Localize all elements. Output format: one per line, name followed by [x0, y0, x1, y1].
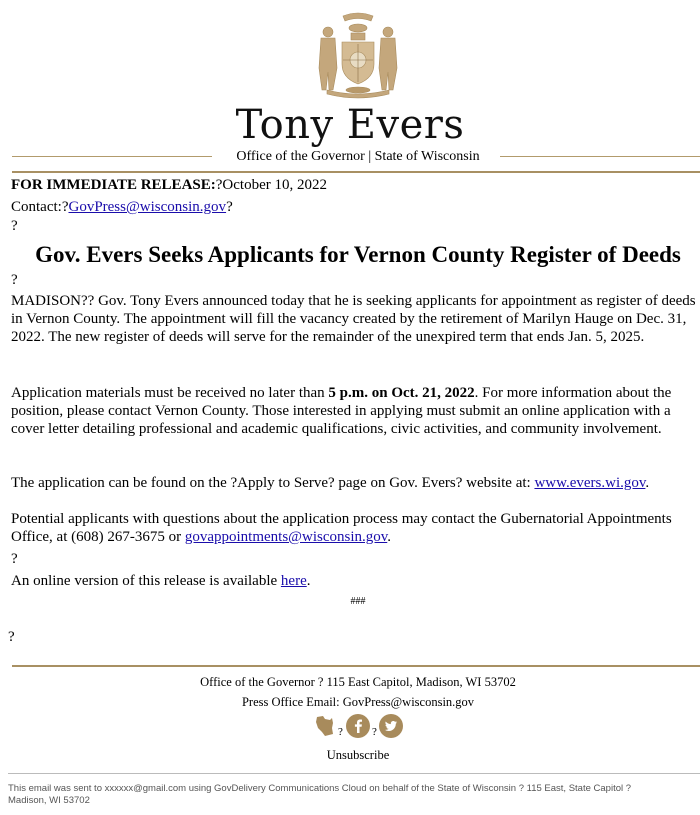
- paragraph-contact-appointments: [11, 510, 700, 546]
- tagline-separator: |: [368, 149, 372, 164]
- unsubscribe-link[interactable]: Unsubscribe: [326, 748, 390, 762]
- footer-address: Office of the Governor ? 115 East Capitol, Madison, WI 53702: [200, 675, 516, 689]
- office-name: Office of the Governor: [236, 149, 365, 164]
- icon-separator: ?: [372, 726, 377, 738]
- contact-label: Contact:?: [11, 199, 69, 215]
- contact-line: [11, 197, 233, 217]
- wisconsin-seal-logo: [313, 8, 403, 100]
- appointments-text: Potential applicants with questions about the application process may contact the Gubernatorial Appointments Office, at (608) 267-3675 or: [11, 511, 672, 545]
- icon-separator: ?: [338, 726, 343, 738]
- disclaimer-divider: [8, 773, 700, 774]
- spacer-mark: ?: [11, 551, 18, 567]
- press-release-headline: Gov. Evers Seeks Applicants for Vernon County Register of Deeds: [35, 242, 681, 267]
- office-tagline: [0, 148, 700, 166]
- deadline-date: 5 p.m. on Oct. 21, 2022: [328, 385, 475, 401]
- online-version-text: An online version of this release is available: [11, 573, 281, 589]
- wisconsin-map-icon[interactable]: [314, 714, 336, 738]
- paragraph-deadline: [11, 384, 700, 438]
- facebook-icon[interactable]: [346, 714, 370, 738]
- social-icons: [314, 712, 404, 740]
- apply-text: The application can be found on the ?Apply to Serve? page on Gov. Evers? website at:: [11, 475, 535, 491]
- appointments-email-link[interactable]: govappointments@wisconsin.gov: [184, 529, 388, 545]
- deadline-text-after: . For more information about the position, please contact Vernon County. Those interested in applying must submit an online application with a cover letter detailing professional and academic qualifications, civic activities, and community involvement.: [11, 385, 672, 437]
- deadline-text-before: Application materials must be received no later than: [11, 385, 329, 401]
- spacer-mark: ?: [8, 629, 15, 645]
- apply-text-end: .: [645, 475, 650, 491]
- online-version-link[interactable]: here: [280, 573, 307, 589]
- brand-name: Tony Evers: [235, 102, 465, 148]
- footer-divider: [12, 665, 700, 667]
- paragraph-application-link: [11, 474, 700, 492]
- contact-email-link[interactable]: GovPress@wisconsin.gov: [68, 199, 227, 215]
- spacer-mark: ?: [11, 272, 18, 288]
- appointments-text-end: .: [387, 529, 392, 545]
- evers-website-link[interactable]: www.evers.wi.gov: [534, 475, 646, 491]
- online-version-end: .: [306, 573, 311, 589]
- release-line: [11, 175, 327, 195]
- twitter-icon[interactable]: [379, 714, 403, 738]
- release-date: ?October 10, 2022: [215, 177, 327, 193]
- header-divider: [12, 171, 700, 173]
- footer-press-email: Press Office Email: GovPress@wisconsin.gov: [241, 695, 475, 709]
- release-label: FOR IMMEDIATE RELEASE:: [11, 177, 216, 193]
- paragraph-online-version: [11, 572, 700, 590]
- spacer-mark: ?: [11, 218, 18, 234]
- delivery-disclaimer: This email was sent to xxxxxx@gmail.com using GovDelivery Communications Cloud on behalf of the State of Wisconsin ? 115 East, State Capitol ? Madison, WI 53702: [8, 783, 632, 806]
- paragraph-announcement: MADISON?? Gov. Tony Evers announced today that he is seeking applicants for appointment as register of deeds in Vernon County. The appointment will fill the vacancy created by the retirement of Marilyn Hauge on Dec. 31, 2022. The new register of deeds will serve for the remainder of the unexpired term that ends Jan. 5, 2025.: [11, 293, 696, 345]
- contact-suffix: ?: [226, 199, 233, 215]
- state-name: State of Wisconsin: [374, 149, 480, 164]
- end-of-release-mark: ###: [350, 596, 366, 607]
